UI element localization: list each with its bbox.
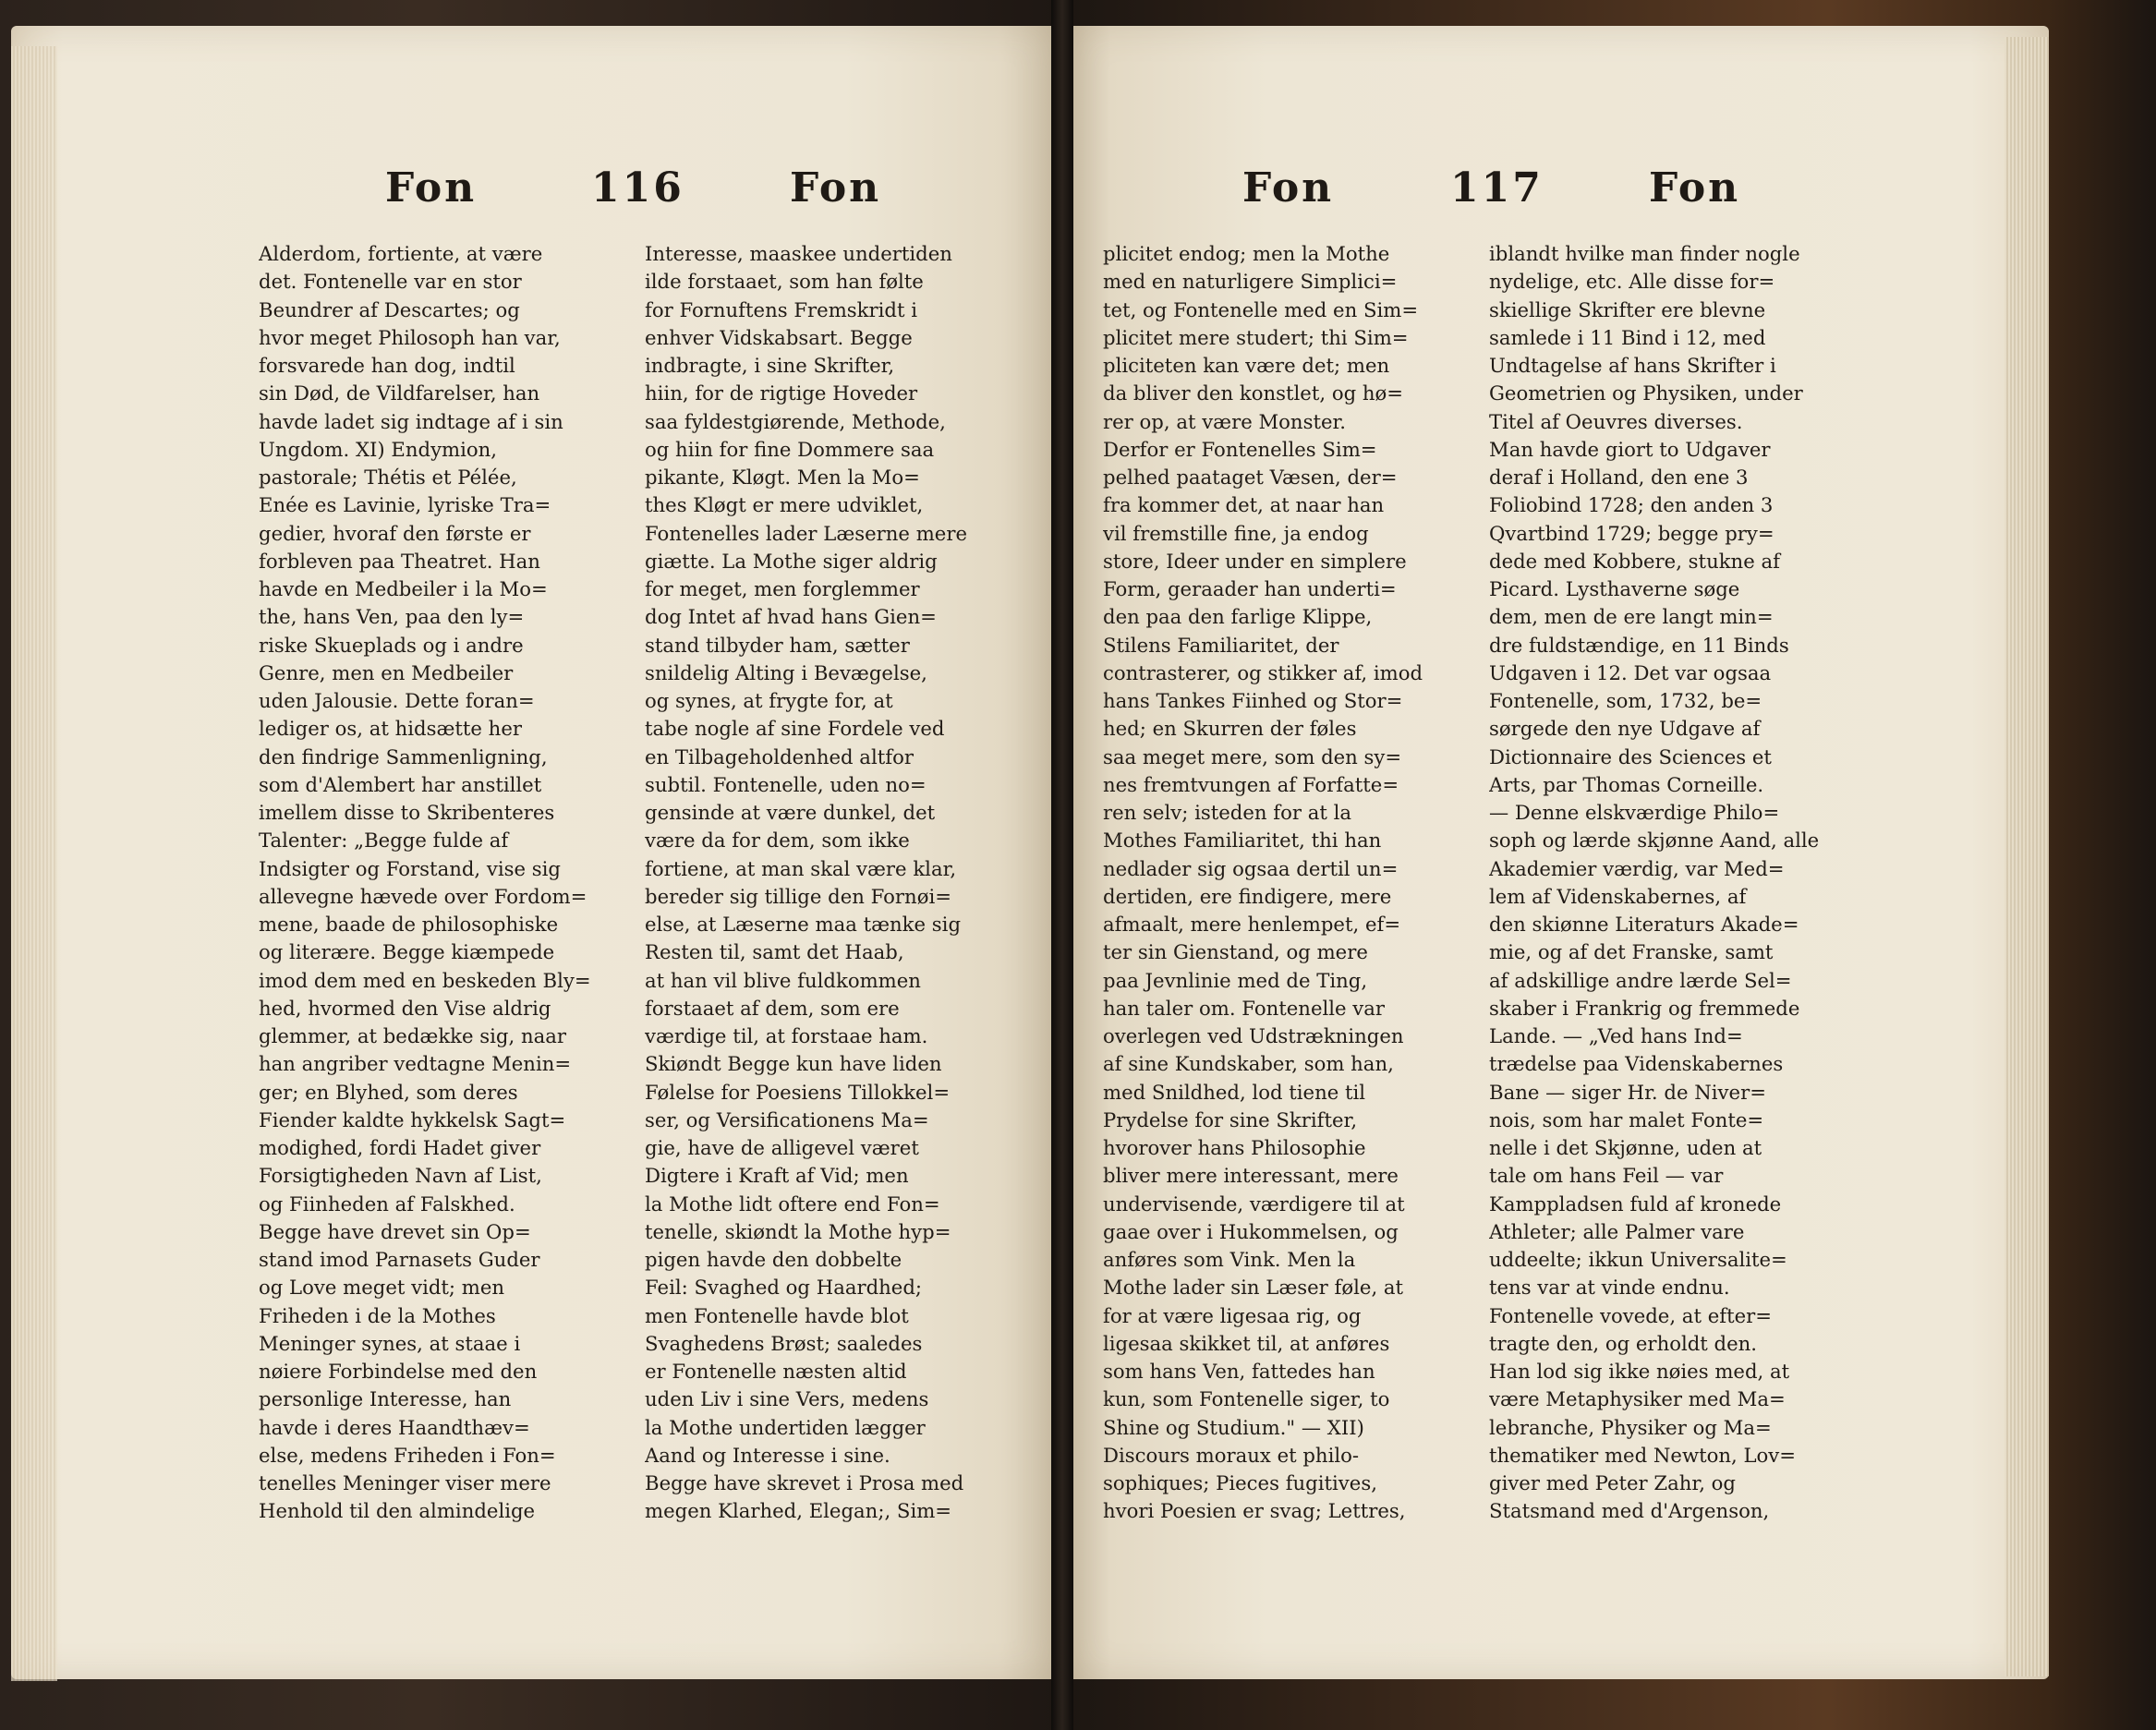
right-col1-line: hvori Poesien er svag; Lettres, bbox=[1103, 1499, 1406, 1523]
right-col1-line: Mothes Familiaritet, thi han bbox=[1103, 829, 1382, 853]
left-col1-line: og literære. Begge kiæmpede bbox=[259, 940, 555, 964]
book-gutter bbox=[1051, 0, 1073, 1730]
right-col1-line: af sine Kundskaber, som han, bbox=[1103, 1052, 1394, 1076]
right-col2-line: lebranche, Physiker og Ma= bbox=[1489, 1415, 1772, 1439]
right-col2-line: dem, men de ere langt min= bbox=[1489, 605, 1774, 629]
right-col1-line: nes fremtvungen af Forfatte= bbox=[1103, 772, 1399, 796]
left-col2-line: giætte. La Mothe siger aldrig bbox=[645, 549, 938, 573]
left-col1-line: imod dem med en beskeden Bly= bbox=[259, 968, 591, 992]
left-col2-line: forstaaet af dem, som ere bbox=[645, 996, 900, 1020]
right-page-header-left: Fon bbox=[1242, 164, 1335, 212]
right-col2-line: Athleter; alle Palmer vare bbox=[1489, 1219, 1745, 1243]
left-col1-line: Beundrer af Descartes; og bbox=[259, 297, 520, 321]
right-col2-line: trædelse paa Videnskabernes bbox=[1489, 1052, 1784, 1076]
right-col1-line: fra kommer det, at naar han bbox=[1103, 493, 1385, 517]
right-page-column-1 bbox=[1103, 240, 1423, 1526]
right-col2-line: — Denne elskværdige Philo= bbox=[1489, 801, 1780, 824]
left-col2-line: snildelig Alting i Bevægelse, bbox=[645, 660, 927, 684]
right-col1-line: dertiden, ere findigere, mere bbox=[1103, 884, 1392, 908]
left-col2-line: Resten til, samt det Haab, bbox=[645, 940, 904, 964]
right-col2-line: tens var at vinde endnu. bbox=[1489, 1276, 1730, 1300]
left-col1-line: pastorale; Thétis et Pélée, bbox=[259, 466, 517, 489]
left-col2-line: saa fyldestgiørende, Methode, bbox=[645, 409, 946, 433]
right-col1-line: Derfor er Fontenelles Sim= bbox=[1103, 437, 1377, 461]
right-col1-line: Mothe lader sin Læser føle, at bbox=[1103, 1276, 1404, 1300]
left-page bbox=[11, 26, 1053, 1679]
left-col2-line: en Tilbageholdenhed altfor bbox=[645, 744, 914, 768]
left-col2-line: subtil. Fontenelle, uden no= bbox=[645, 772, 927, 796]
left-page-column-2 bbox=[645, 240, 967, 1526]
right-col2-line: Udgaven i 12. Det var ogsaa bbox=[1489, 660, 1772, 684]
left-col2-line: ser, og Versificationens Ma= bbox=[645, 1107, 929, 1131]
left-col2-line: pikante, Kløgt. Men la Mo= bbox=[645, 466, 920, 489]
left-col1-line: forbleven paa Theatret. Han bbox=[259, 549, 540, 573]
right-col1-line: gaae over i Hukommelsen, og bbox=[1103, 1219, 1399, 1243]
right-col1-line: store, Ideer under en simplere bbox=[1103, 549, 1407, 573]
left-col1-line: hvor meget Philosoph han var, bbox=[259, 325, 561, 349]
left-col1-line: Friheden i de la Mothes bbox=[259, 1303, 496, 1327]
left-col1-line: han angriber vedtagne Menin= bbox=[259, 1052, 572, 1076]
left-col1-line: Talenter: „Begge fulde af bbox=[259, 829, 509, 853]
right-col1-line: hans Tankes Fiinhed og Stor= bbox=[1103, 689, 1403, 712]
left-col2-line: at han vil blive fuldkommen bbox=[645, 968, 921, 992]
right-col1-line: contrasterer, og stikker af, imod bbox=[1103, 660, 1423, 684]
left-col1-line: hed, hvormed den Vise aldrig bbox=[259, 996, 551, 1020]
left-col2-line: Følelse for Poesiens Tillokkel= bbox=[645, 1080, 951, 1104]
left-col2-line: men Fontenelle havde blot bbox=[645, 1303, 909, 1327]
right-col2-line: Geometrien og Physiken, under bbox=[1489, 381, 1803, 405]
right-col1-line: ter sin Gienstand, og mere bbox=[1103, 940, 1368, 964]
left-col1-line: Enée es Lavinie, lyriske Tra= bbox=[259, 493, 551, 517]
left-col1-line: det. Fontenelle var en stor bbox=[259, 270, 522, 294]
left-col1-line: riske Skueplads og i andre bbox=[259, 633, 524, 657]
right-col1-line: Stilens Familiaritet, der bbox=[1103, 633, 1339, 657]
right-col1-line: for at være ligesaa rig, og bbox=[1103, 1303, 1362, 1327]
right-page-number: 117 bbox=[1450, 164, 1544, 212]
left-page-edges bbox=[11, 46, 57, 1681]
right-col2-line: Arts, par Thomas Corneille. bbox=[1489, 772, 1764, 796]
left-col2-line: gensinde at være dunkel, det bbox=[645, 801, 936, 824]
left-col2-line: megen Klarhed, Elegan;, Sim= bbox=[645, 1499, 952, 1523]
left-col1-line: lediger os, at hidsætte her bbox=[259, 717, 522, 741]
right-col1-line: ligesaa skikket til, at anføres bbox=[1103, 1331, 1390, 1355]
right-col2-line: Kamppladsen fuld af kronede bbox=[1489, 1192, 1782, 1216]
right-col2-line: dre fuldstændige, en 11 Binds bbox=[1489, 633, 1789, 657]
left-col1-line: havde ladet sig indtage af i sin bbox=[259, 409, 563, 433]
left-col2-line: ilde forstaaet, som han følte bbox=[645, 270, 924, 294]
left-col2-line: for Fornuftens Fremskridt i bbox=[645, 297, 917, 321]
right-col2-line: tale om hans Feil — var bbox=[1489, 1164, 1724, 1188]
left-col2-line: else, at Læserne maa tænke sig bbox=[645, 913, 962, 936]
left-col1-line: stand imod Parnasets Guder bbox=[259, 1248, 540, 1271]
right-page-edges bbox=[2005, 37, 2049, 1676]
right-col2-line: Fontenelle, som, 1732, be= bbox=[1489, 689, 1762, 712]
left-col2-line: tabe nogle af sine Fordele ved bbox=[645, 717, 945, 741]
right-col1-line: bliver mere interessant, mere bbox=[1103, 1164, 1399, 1188]
left-col2-line: la Mothe undertiden lægger bbox=[645, 1415, 926, 1439]
right-col1-line: han taler om. Fontenelle var bbox=[1103, 996, 1386, 1020]
left-col1-line: Indsigter og Forstand, vise sig bbox=[259, 856, 561, 880]
left-col2-line: hiin, for de rigtige Hoveder bbox=[645, 381, 918, 405]
left-col2-line: gie, have de alligevel været bbox=[645, 1136, 919, 1159]
left-col1-line: nøiere Forbindelse med den bbox=[259, 1360, 538, 1383]
left-col2-line: Fontenelles lader Læserne mere bbox=[645, 521, 967, 545]
right-col2-line: Bane — siger Hr. de Niver= bbox=[1489, 1080, 1766, 1104]
right-col2-line: Statsmand med d'Argenson, bbox=[1489, 1499, 1770, 1523]
left-col1-line: allevegne hævede over Fordom= bbox=[259, 884, 587, 908]
left-col2-line: enhver Vidskabsart. Begge bbox=[645, 325, 913, 349]
right-page bbox=[1072, 26, 2049, 1679]
left-col1-line: Fiender kaldte hykkelsk Sagt= bbox=[259, 1107, 566, 1131]
right-col2-line: deraf i Holland, den ene 3 bbox=[1489, 466, 1749, 489]
left-page-header-left: Fon bbox=[385, 164, 478, 212]
right-col1-line: Shine og Studium." — XII) bbox=[1103, 1415, 1364, 1439]
left-col1-line: forsvarede han dog, indtil bbox=[259, 354, 515, 377]
right-col1-line: den paa den farlige Klippe, bbox=[1103, 605, 1373, 629]
left-page-column-1 bbox=[259, 240, 591, 1526]
right-col2-line: tragte den, og erholdt den. bbox=[1489, 1331, 1758, 1355]
right-col2-line: samlede i 11 Bind i 12, med bbox=[1489, 325, 1766, 349]
right-col2-line: være Metaphysiker med Ma= bbox=[1489, 1387, 1786, 1411]
right-col2-line: thematiker med Newton, Lov= bbox=[1489, 1443, 1797, 1467]
left-col1-line: tenelles Meninger viser mere bbox=[259, 1471, 551, 1494]
right-col1-line: saa meget mere, som den sy= bbox=[1103, 744, 1402, 768]
left-col2-line: og synes, at frygte for, at bbox=[645, 689, 893, 712]
left-col2-line: Digtere i Kraft af Vid; men bbox=[645, 1164, 909, 1188]
right-col1-line: nedlader sig ogsaa dertil un= bbox=[1103, 856, 1399, 880]
right-col2-line: nydelige, etc. Alle disse for= bbox=[1489, 270, 1775, 294]
right-col1-line: pliciteten kan være det; men bbox=[1103, 354, 1390, 377]
left-col1-line: personlige Interesse, han bbox=[259, 1387, 512, 1411]
right-col1-line: tet, og Fontenelle med en Sim= bbox=[1103, 297, 1419, 321]
right-col1-line: sophiques; Pieces fugitives, bbox=[1103, 1471, 1377, 1494]
right-col2-line: Akademier værdig, var Med= bbox=[1489, 856, 1785, 880]
right-col2-line: iblandt hvilke man finder nogle bbox=[1489, 242, 1800, 265]
right-col1-line: vil fremstille fine, ja endog bbox=[1103, 521, 1369, 545]
left-col1-line: havde en Medbeiler i la Mo= bbox=[259, 577, 548, 600]
right-col1-line: plicitet mere studert; thi Sim= bbox=[1103, 325, 1409, 349]
left-col1-line: the, hans Ven, paa den ly= bbox=[259, 605, 525, 629]
left-page-header-right: Fon bbox=[790, 164, 882, 212]
right-col2-line: mie, og af det Franske, samt bbox=[1489, 940, 1774, 964]
right-col2-line: dede med Kobbere, stukne af bbox=[1489, 549, 1780, 573]
left-col1-line: else, medens Friheden i Fon= bbox=[259, 1443, 556, 1467]
left-col2-line: for meget, men forglemmer bbox=[645, 577, 920, 600]
left-col2-line: tenelle, skiøndt la Mothe hyp= bbox=[645, 1219, 951, 1243]
left-col1-line: den findrige Sammenligning, bbox=[259, 744, 548, 768]
right-col2-line: lem af Videnskabernes, af bbox=[1489, 884, 1747, 908]
right-col1-line: da bliver den konstlet, og hø= bbox=[1103, 381, 1404, 405]
right-col2-line: Foliobind 1728; den anden 3 bbox=[1489, 493, 1774, 517]
left-col2-line: og hiin for fine Dommere saa bbox=[645, 437, 935, 461]
left-col1-line: Henhold til den almindelige bbox=[259, 1499, 536, 1523]
right-col2-line: Undtagelse af hans Skrifter i bbox=[1489, 354, 1776, 377]
right-col2-line: sørgede den nye Udgave af bbox=[1489, 717, 1761, 741]
right-col2-line: Fontenelle vovede, at efter= bbox=[1489, 1303, 1773, 1327]
left-col1-line: som d'Alembert har anstillet bbox=[259, 772, 542, 796]
right-col1-line: plicitet endog; men la Mothe bbox=[1103, 242, 1390, 265]
left-col1-line: Meninger synes, at staae i bbox=[259, 1331, 521, 1355]
left-col1-line: Forsigtigheden Navn af List, bbox=[259, 1164, 542, 1188]
right-col1-line: anføres som Vink. Men la bbox=[1103, 1248, 1356, 1271]
right-col2-line: Han lod sig ikke nøies med, at bbox=[1489, 1360, 1790, 1383]
right-col1-line: med Snildhed, lod tiene til bbox=[1103, 1080, 1366, 1104]
left-col2-line: være da for dem, som ikke bbox=[645, 829, 910, 853]
right-col1-line: Form, geraader han underti= bbox=[1103, 577, 1397, 600]
left-col1-line: Alderdom, fortiente, at være bbox=[259, 242, 543, 265]
left-col2-line: fortiene, at man skal være klar, bbox=[645, 856, 957, 880]
left-col1-line: mene, baade de philosophiske bbox=[259, 913, 559, 936]
right-page-header-right: Fon bbox=[1649, 164, 1741, 212]
left-col2-line: thes Kløgt er mere udviklet, bbox=[645, 493, 924, 517]
left-col2-line: pigen havde den dobbelte bbox=[645, 1248, 902, 1271]
left-col1-line: uden Jalousie. Dette foran= bbox=[259, 689, 535, 712]
left-col2-line: dog Intet af hvad hans Gien= bbox=[645, 605, 937, 629]
left-col1-line: og Fiinheden af Falskhed. bbox=[259, 1192, 515, 1216]
right-col1-line: Prydelse for sine Skrifter, bbox=[1103, 1107, 1358, 1131]
left-page-number: 116 bbox=[591, 164, 684, 212]
left-col1-line: glemmer, at bedække sig, naar bbox=[259, 1024, 566, 1047]
left-col1-line: sin Død, de Vildfarelser, han bbox=[259, 381, 540, 405]
left-col2-line: la Mothe lidt oftere end Fon= bbox=[645, 1192, 940, 1216]
right-col2-line: af adskillige andre lærde Sel= bbox=[1489, 968, 1792, 992]
left-col1-line: gedier, hvoraf den første er bbox=[259, 521, 531, 545]
right-col1-line: afmaalt, mere henlempet, ef= bbox=[1103, 913, 1401, 936]
right-col2-line: uddeelte; ikkun Universalite= bbox=[1489, 1248, 1787, 1271]
left-col2-line: indbragte, i sine Skrifter, bbox=[645, 354, 895, 377]
right-col1-line: hvorover hans Philosophie bbox=[1103, 1136, 1366, 1159]
left-col2-line: Begge have skrevet i Prosa med bbox=[645, 1471, 964, 1494]
right-col2-line: Titel af Oeuvres diverses. bbox=[1489, 409, 1743, 433]
right-col1-line: hed; en Skurren der føles bbox=[1103, 717, 1357, 741]
right-col1-line: ren selv; isteden for at la bbox=[1103, 801, 1352, 824]
left-col2-line: uden Liv i sine Vers, medens bbox=[645, 1387, 929, 1411]
right-page-column-2 bbox=[1489, 240, 1819, 1526]
right-col2-line: skaber i Frankrig og fremmede bbox=[1489, 996, 1800, 1020]
left-col2-line: er Fontenelle næsten altid bbox=[645, 1360, 907, 1383]
left-col2-line: Feil: Svaghed og Haardhed; bbox=[645, 1276, 923, 1300]
left-col1-line: imellem disse to Skribenteres bbox=[259, 801, 555, 824]
left-col1-line: Ungdom. XI) Endymion, bbox=[259, 437, 498, 461]
right-col2-line: Dictionnaire des Sciences et bbox=[1489, 744, 1772, 768]
right-col1-line: paa Jevnlinie med de Ting, bbox=[1103, 968, 1368, 992]
right-col2-line: nois, som har malet Fonte= bbox=[1489, 1107, 1764, 1131]
right-col1-line: undervisende, værdigere til at bbox=[1103, 1192, 1405, 1216]
left-col2-line: Aand og Interesse i sine. bbox=[645, 1443, 890, 1467]
left-col1-line: ger; en Blyhed, som deres bbox=[259, 1080, 518, 1104]
left-col1-line: Genre, men en Medbeiler bbox=[259, 660, 514, 684]
left-col2-line: Skiøndt Begge kun have liden bbox=[645, 1052, 942, 1076]
right-col2-line: Lande. — „Ved hans Ind= bbox=[1489, 1024, 1743, 1047]
right-col2-line: soph og lærde skjønne Aand, alle bbox=[1489, 829, 1820, 853]
right-col2-line: nelle i det Skjønne, uden at bbox=[1489, 1136, 1762, 1159]
right-col2-line: den skiønne Literaturs Akade= bbox=[1489, 913, 1799, 936]
left-col1-line: havde i deres Haandthæv= bbox=[259, 1415, 530, 1439]
left-col1-line: modighed, fordi Hadet giver bbox=[259, 1136, 541, 1159]
left-col2-line: stand tilbyder ham, sætter bbox=[645, 633, 910, 657]
left-col1-line: og Love meget vidt; men bbox=[259, 1276, 505, 1300]
right-col1-line: rer op, at være Monster. bbox=[1103, 409, 1347, 433]
left-col2-line: bereder sig tillige den Fornøi= bbox=[645, 884, 951, 908]
right-col1-line: med en naturligere Simplici= bbox=[1103, 270, 1398, 294]
left-col2-line: værdige til, at forstaae ham. bbox=[645, 1024, 928, 1047]
right-col1-line: overlegen ved Udstrækningen bbox=[1103, 1024, 1404, 1047]
right-col2-line: giver med Peter Zahr, og bbox=[1489, 1471, 1736, 1494]
right-col2-line: Qvartbind 1729; begge pry= bbox=[1489, 521, 1774, 545]
right-col1-line: som hans Ven, fattedes han bbox=[1103, 1360, 1375, 1383]
left-col2-line: Svaghedens Brøst; saaledes bbox=[645, 1331, 923, 1355]
left-col1-line: Begge have drevet sin Op= bbox=[259, 1219, 531, 1243]
right-col2-line: skiellige Skrifter ere blevne bbox=[1489, 297, 1766, 321]
right-col2-line: Picard. Lysthaverne søge bbox=[1489, 577, 1740, 600]
right-col1-line: pelhed paataget Væsen, der= bbox=[1103, 466, 1398, 489]
left-col2-line: Interesse, maaskee undertiden bbox=[645, 242, 952, 265]
right-col1-line: kun, som Fontenelle siger, to bbox=[1103, 1387, 1390, 1411]
right-col1-line: Discours moraux et philo- bbox=[1103, 1443, 1360, 1467]
right-col2-line: Man havde giort to Udgaver bbox=[1489, 437, 1771, 461]
